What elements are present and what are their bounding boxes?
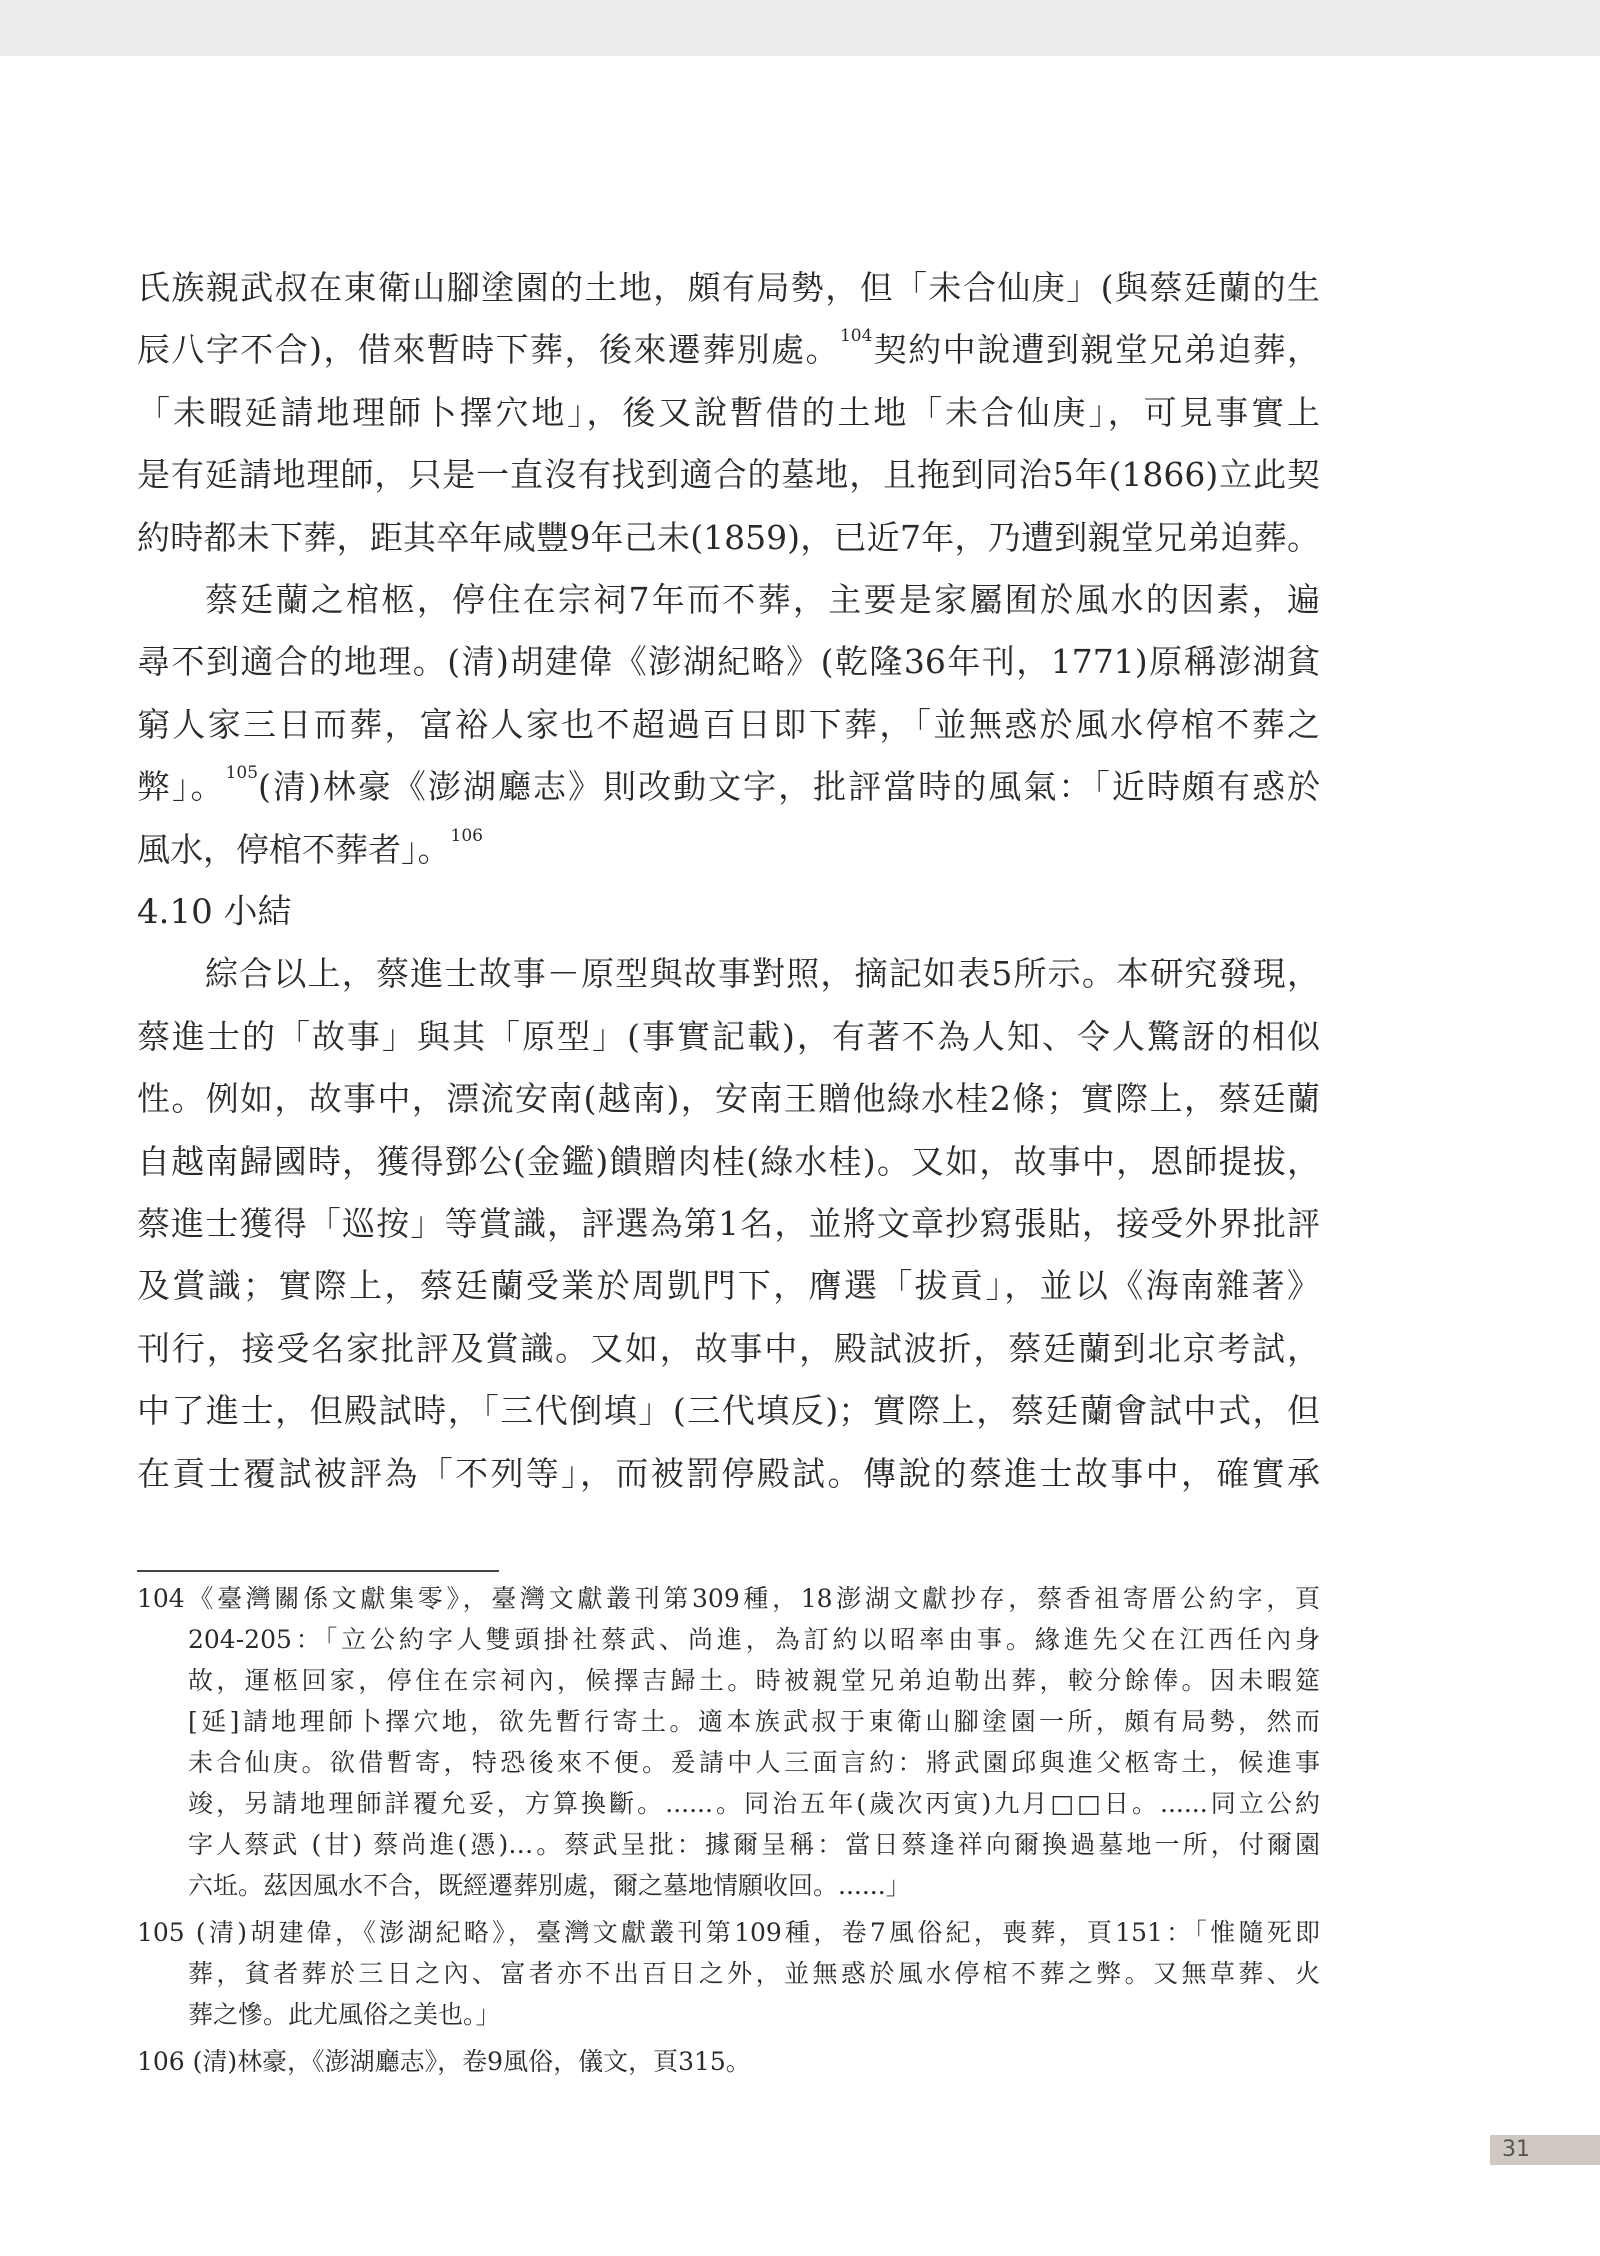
body-line: 自越南歸國時，獲得鄧公(金鑑)饋贈肉桂(綠水桂)。又如，故事中，恩師提拔， bbox=[137, 1141, 1320, 1181]
section-heading: 4.10 小結 bbox=[137, 892, 292, 932]
footnote-separator bbox=[137, 1570, 499, 1572]
footnote-ref: 104 bbox=[839, 326, 873, 347]
body-line: 尋不到適合的地理。(清)胡建偉《澎湖紀略》(乾隆36年刊，1771)原稱澎湖貧 bbox=[137, 642, 1320, 682]
body-line bbox=[137, 756, 1320, 818]
body-line: 蔡進士的「故事」與其「原型」(事實記載)，有著不為人知、令人驚訝的相似 bbox=[137, 1016, 1320, 1056]
footnote-line: 104《臺灣關係文獻集零》，臺灣文獻叢刊第309種，18澎湖文獻抄存，蔡香祖寄厝公約字，頁 bbox=[137, 1584, 1320, 1613]
body-line bbox=[137, 819, 1320, 881]
body-line bbox=[137, 319, 1320, 381]
footnote-line: 六坵。茲因風水不合，既經遷葬別處，爾之墓地情願收回。......」 bbox=[188, 1871, 911, 1900]
footnote-line: 葬之慘。此尤風俗之美也。」 bbox=[188, 2000, 501, 2029]
footnote-line: 204-205：「立公約字人雙頭掛社蔡武、尚進，為訂約以昭率由事。緣進先父在江西任內身 bbox=[188, 1625, 1320, 1654]
line-text: 弊」。 bbox=[137, 767, 226, 807]
footnote-line: 葬，貧者葬於三日之內、富者亦不出百日之外，並無惑於風水停棺不葬之弊。又無草葬、火 bbox=[188, 1959, 1320, 1988]
footnote-line: 故，運柩回家，停住在宗祠內，候擇吉歸土。時被親堂兄弟迫勒出葬，較分餘俸。因未暇筵 bbox=[188, 1666, 1320, 1695]
footnote-line: 竣，另請地理師詳覆允妥，方算換斷。......。同治五年(歲次丙寅)九月□□日。......同立公約 bbox=[188, 1789, 1320, 1818]
footnote-line: 字人蔡武 (甘) 蔡尚進(憑)…。蔡武呈批：據爾呈稱：當日蔡逢祥向爾換過墓地一所，付爾園 bbox=[188, 1830, 1320, 1859]
body-line: 中了進士，但殿試時，「三代倒填」(三代填反)；實際上，蔡廷蘭會試中式，但 bbox=[137, 1391, 1320, 1431]
page-number: 31 bbox=[1490, 2135, 1600, 2165]
body-line: 約時都未下葬，距其卒年咸豐9年己未(1859)，已近7年，乃遭到親堂兄弟迫葬。 bbox=[137, 517, 1320, 557]
body-line: 刊行，接受名家批評及賞識。又如，故事中，殿試波折，蔡廷蘭到北京考試， bbox=[137, 1328, 1320, 1368]
footnote-line: 106 (清)林豪，《澎湖廳志》，卷9風俗，儀文，頁315。 bbox=[137, 2047, 751, 2076]
scan-top-band bbox=[0, 0, 1600, 56]
body-line: 氏族親武叔在東衛山腳塗園的土地，頗有局勢，但「未合仙庚」(與蔡廷蘭的生 bbox=[137, 268, 1320, 307]
footnote-line: 未合仙庚。欲借暫寄，特恐後來不便。爰請中人三面言約：將武園邱與進父柩寄土，候進事 bbox=[188, 1748, 1320, 1777]
line-text: 辰八字不合)，借來暫時下葬，後來遷葬別處。 bbox=[137, 330, 840, 370]
footnote-line: 105 (清)胡建偉，《澎湖紀略》，臺灣文獻叢刊第109種，卷7風俗紀，喪葬，頁151：「惟隨死即 bbox=[137, 1918, 1320, 1947]
body-line: 窮人家三日而葬，富裕人家也不超過百日即下葬，「並無惑於風水停棺不葬之 bbox=[137, 704, 1320, 744]
line-text: 契約中說遭到親堂兄弟迫葬， bbox=[872, 330, 1321, 370]
line-text: (清)林豪《澎湖廳志》則改動文字，批評當時的風氣：「近時頗有惑於 bbox=[258, 767, 1321, 807]
body-line: 是有延請地理師，只是一直沒有找到適合的墓地，且拖到同治5年(1866)立此契 bbox=[137, 455, 1320, 495]
body-line: 及賞識；實際上，蔡廷蘭受業於周凱門下，膺選「拔貢」，並以《海南雜著》 bbox=[137, 1266, 1320, 1306]
footnote-ref: 106 bbox=[450, 825, 483, 846]
body-line: 蔡廷蘭之棺柩，停住在宗祠7年而不葬，主要是家屬囿於風水的因素，遍 bbox=[205, 580, 1320, 619]
body-line: 性。例如，故事中，漂流安南(越南)，安南王贈他綠水桂2條；實際上，蔡廷蘭 bbox=[137, 1079, 1320, 1119]
footnote-line: [延]請地理師卜擇穴地，欲先暫行寄土。適本族武叔于東衛山腳塗園一所，頗有局勢，然而 bbox=[188, 1707, 1320, 1736]
body-line: 「未暇延請地理師卜擇穴地」，後又說暫借的土地「未合仙庚」，可見事實上 bbox=[137, 392, 1320, 432]
body-line: 蔡進士獲得「巡按」等賞識，評選為第1名，並將文章抄寫張貼，接受外界批評 bbox=[137, 1204, 1320, 1243]
footnote-ref: 105 bbox=[225, 763, 259, 784]
line-text: 風水，停棺不葬者」。 bbox=[137, 829, 451, 869]
body-line: 綜合以上，蔡進士故事－原型與故事對照，摘記如表5所示。本研究發現， bbox=[205, 954, 1320, 994]
body-line: 在貢士覆試被評為「不列等」，而被罰停殿試。傳說的蔡進士故事中，確實承 bbox=[137, 1453, 1320, 1493]
